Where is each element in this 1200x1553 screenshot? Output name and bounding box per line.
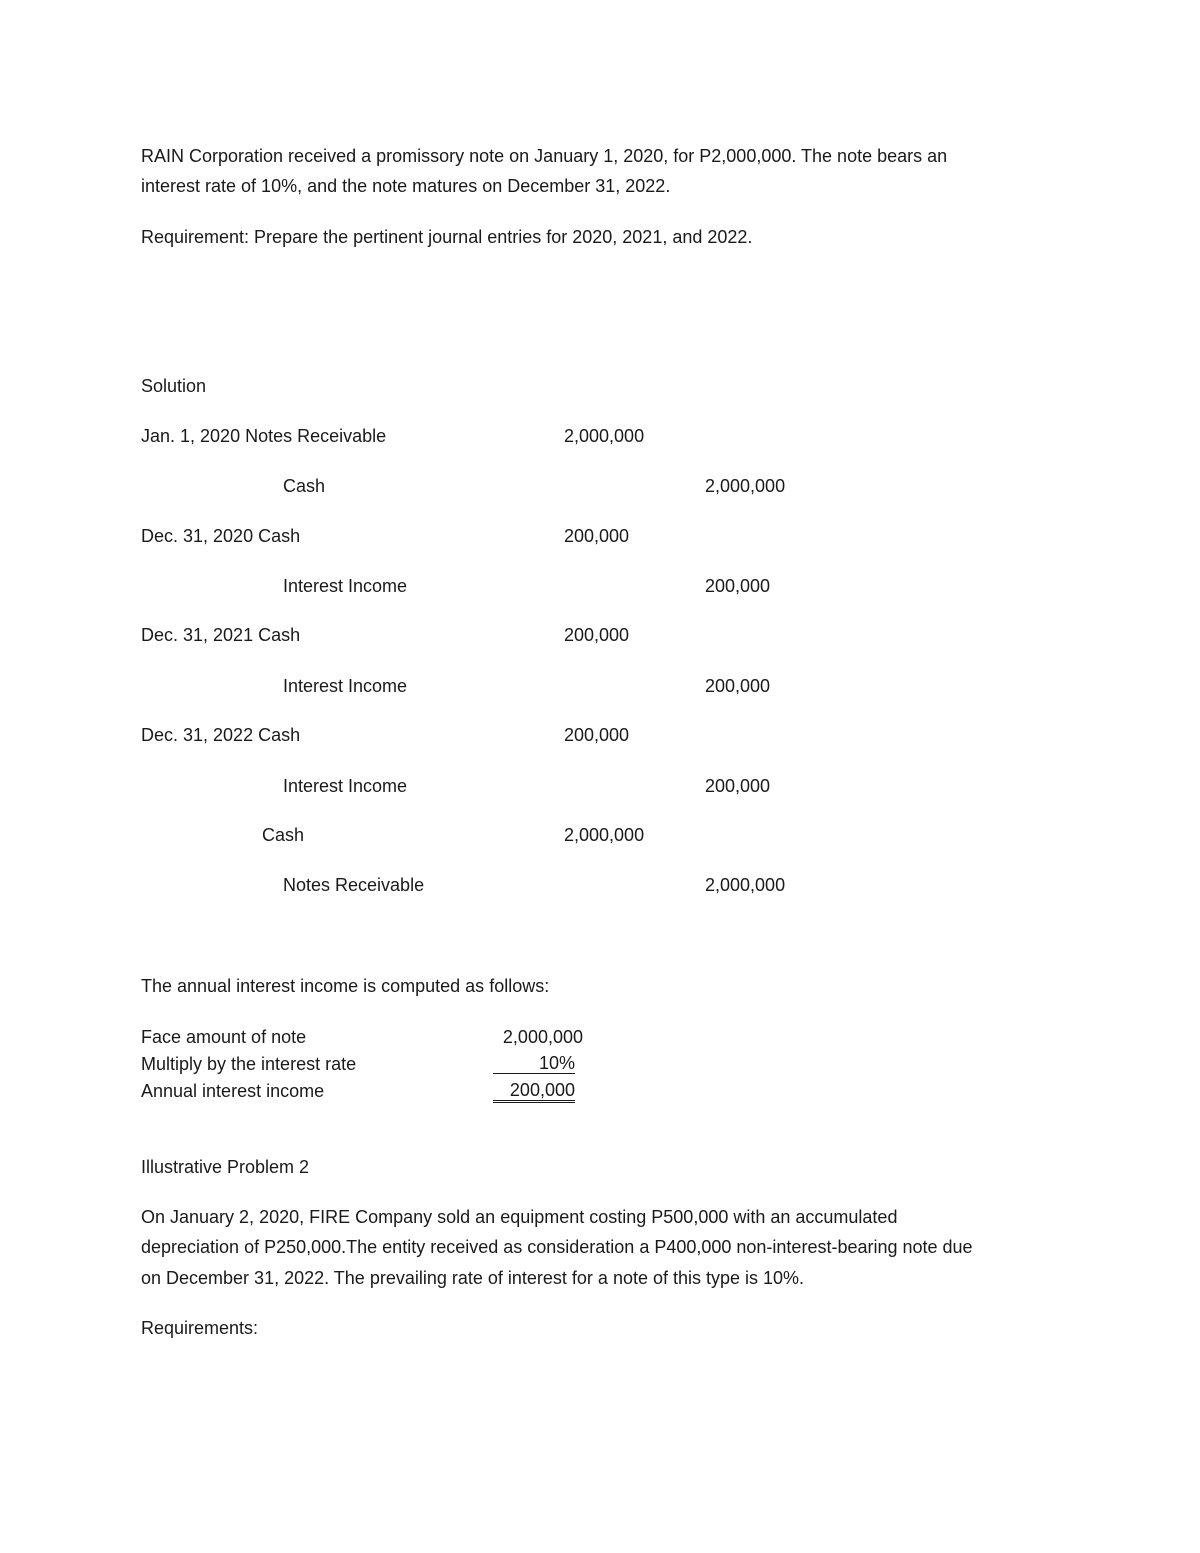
- journal-entry-credit: 200,000: [705, 576, 771, 596]
- journal-entry-debit: 200,000: [564, 625, 630, 645]
- computation-value: 10%: [493, 1053, 575, 1074]
- journal-entry-account: Dec. 31, 2022 Cash: [141, 725, 301, 745]
- journal-entry-credit: 200,000: [705, 676, 771, 696]
- problem2-line1: On January 2, 2020, FIRE Company sold an equipment costing P500,000 with an accumulated: [141, 1207, 898, 1227]
- journal-entry-debit: 200,000: [564, 526, 630, 546]
- solution-heading: Solution: [141, 376, 207, 396]
- computation-intro: The annual interest income is computed as follows:: [141, 976, 550, 996]
- journal-entry-account: Cash: [262, 825, 305, 845]
- problem2-requirements: Requirements:: [141, 1318, 259, 1338]
- computation-label: Multiply by the interest rate: [141, 1054, 357, 1074]
- computation-value: 200,000: [493, 1080, 575, 1103]
- journal-entry-account: Interest Income: [283, 776, 408, 796]
- journal-entry-account: Notes Receivable: [283, 875, 425, 895]
- journal-entry-debit: 200,000: [564, 725, 630, 745]
- journal-entry-account: Interest Income: [283, 676, 408, 696]
- journal-entry-account: Dec. 31, 2020 Cash: [141, 526, 301, 546]
- problem1-line2: interest rate of 10%, and the note matures on December 31, 2022.: [141, 176, 671, 196]
- problem1-requirement: Requirement: Prepare the pertinent journal entries for 2020, 2021, and 2022.: [141, 227, 753, 247]
- problem2-heading: Illustrative Problem 2: [141, 1157, 310, 1177]
- journal-entry-account: Jan. 1, 2020 Notes Receivable: [141, 426, 387, 446]
- problem2-line2: depreciation of P250,000.The entity received as consideration a P400,000 non-interest-bearing note due: [141, 1237, 973, 1257]
- problem1-line1: RAIN Corporation received a promissory note on January 1, 2020, for P2,000,000. The note bears an: [141, 146, 948, 166]
- journal-entry-account: Interest Income: [283, 576, 408, 596]
- journal-entry-credit: 2,000,000: [705, 476, 786, 496]
- journal-entry-debit: 2,000,000: [564, 426, 645, 446]
- computation-label: Annual interest income: [141, 1081, 325, 1101]
- journal-entry-debit: 2,000,000: [564, 825, 645, 845]
- journal-entry-credit: 200,000: [705, 776, 771, 796]
- computation-label: Face amount of note: [141, 1027, 307, 1047]
- journal-entry-credit: 2,000,000: [705, 875, 786, 895]
- computation-value: 2,000,000: [502, 1027, 583, 1047]
- journal-entry-account: Dec. 31, 2021 Cash: [141, 625, 301, 645]
- journal-entry-account: Cash: [283, 476, 326, 496]
- problem2-line3: on December 31, 2022. The prevailing rate of interest for a note of this type is 10%.: [141, 1268, 805, 1288]
